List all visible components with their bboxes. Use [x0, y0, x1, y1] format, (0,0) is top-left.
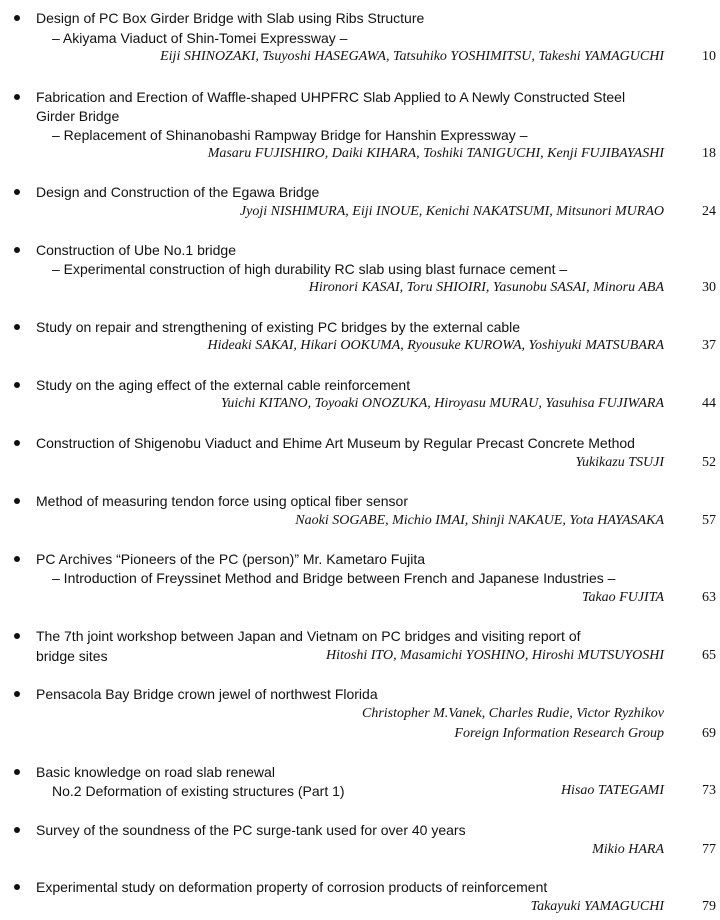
entry-page: 79 [702, 899, 716, 914]
entry-authors: Jyoji NISHIMURA, Eiji INOUE, Kenichi NAKATSUMI, Mitsunori MURAO [239, 204, 664, 219]
entry-page: 24 [702, 204, 716, 219]
entry-page: 73 [702, 783, 716, 798]
bullet-icon [14, 247, 20, 253]
entry-title: Pensacola Bay Bridge crown jewel of northwest Florida [36, 686, 378, 702]
entry-authors-group: Foreign Information Research Group [454, 726, 664, 741]
bullet-icon [14, 94, 20, 100]
entry-subtitle: No.2 Deformation of existing structures (Part 1) [52, 783, 345, 799]
entry-title: Study on the aging effect of the external cable reinforcement [36, 377, 411, 393]
entry-title: Basic knowledge on road slab renewal [36, 764, 275, 780]
entry-title: Method of measuring tendon force using optical fiber sensor [36, 493, 408, 509]
entry-page: 65 [702, 648, 716, 663]
entry-page: 30 [702, 280, 716, 295]
entry-page: 10 [702, 49, 716, 64]
entry-subtitle: – Akiyama Viaduct of Shin-Tomei Expressway – [52, 30, 348, 46]
entry-authors: Christopher M.Vanek, Charles Rudie, Victor Ryzhikov [362, 706, 664, 721]
entry-title: Design of PC Box Girder Bridge with Slab using Ribs Structure [36, 10, 425, 26]
entry-authors: Masaru FUJISHIRO, Daiki KIHARA, Toshiki TANIGUCHI, Kenji FUJIBAYASHI [207, 146, 664, 161]
bullet-icon [14, 382, 20, 388]
bullet-icon [14, 15, 20, 21]
entry-page: 69 [702, 726, 716, 741]
entry-subtitle: – Replacement of Shinanobashi Rampway Bridge for Hanshin Expressway – [52, 127, 528, 143]
entry-page: 52 [702, 455, 716, 470]
entry-authors: Hideaki SAKAI, Hikari OOKUMA, Ryousuke KUROWA, Yoshiyuki MATSUBARA [207, 338, 664, 353]
entry-authors: Hisao TATEGAMI [560, 783, 664, 798]
entry-title: Construction of Shigenobu Viaduct and Ehime Art Museum by Regular Precast Concrete Method [36, 435, 635, 451]
bullet-icon [14, 324, 20, 330]
bullet-icon [14, 189, 20, 195]
entry-page: 57 [702, 513, 716, 528]
entry-authors: Eiji SHINOZAKI, Tsuyoshi HASEGAWA, Tatsuhiko YOSHIMITSU, Takeshi YAMAGUCHI [160, 49, 664, 64]
bullet-icon [14, 440, 20, 446]
entry-page: 37 [702, 338, 716, 353]
entry-title: Survey of the soundness of the PC surge-tank used for over 40 years [36, 822, 466, 838]
entry-page: 63 [702, 590, 716, 605]
entry-authors: Naoki SOGABE, Michio IMAI, Shinji NAKAUE, Yota HAYASAKA [295, 513, 664, 528]
entry-authors: Yuichi KITANO, Toyoaki ONOZUKA, Hiroyasu MURAU, Yasuhisa FUJIWARA [220, 396, 664, 411]
bullet-icon [14, 498, 20, 504]
bullet-icon [14, 884, 20, 890]
entry-page: 77 [702, 842, 716, 857]
entry-title: Experimental study on deformation property of corrosion products of reinforcement [36, 879, 548, 895]
entry-title: PC Archives “Pioneers of the PC (person)” Mr. Kametaro Fujita [36, 551, 426, 567]
entry-authors: Yukikazu TSUJI [575, 455, 664, 470]
entry-subtitle: – Introduction of Freyssinet Method and Bridge between French and Japanese Industries – [52, 570, 616, 586]
entry-title: The 7th joint workshop between Japan and Vietnam on PC bridges and visiting report of [36, 628, 581, 644]
entry-page: 18 [702, 146, 716, 161]
entry-title: Construction of Ube No.1 bridge [36, 242, 236, 258]
entry-title-cont: Girder Bridge [36, 108, 120, 124]
bullet-icon [14, 556, 20, 562]
bullet-icon [14, 827, 20, 833]
entry-authors: Takao FUJITA [581, 590, 664, 605]
bullet-icon [14, 691, 20, 697]
entry-subtitle: – Experimental construction of high durability RC slab using blast furnace cement – [52, 261, 568, 277]
bullet-icon [14, 633, 20, 639]
entry-authors: Hitoshi ITO, Masamichi YOSHINO, Hiroshi MUTSUYOSHI [326, 648, 664, 663]
entry-authors: Mikio HARA [592, 842, 664, 857]
entry-title-cont: bridge sites [36, 648, 108, 664]
entry-title: Design and Construction of the Egawa Bridge [36, 184, 320, 200]
entry-authors: Takayuki YAMAGUCHI [530, 899, 664, 914]
bullet-icon [14, 769, 20, 775]
entry-title: Fabrication and Erection of Waffle-shaped UHPFRC Slab Applied to A Newly Constructed Steel [36, 89, 626, 105]
entry-authors: Hironori KASAI, Toru SHIOIRI, Yasunobu SASAI, Minoru ABA [308, 280, 664, 295]
entry-page: 44 [702, 396, 716, 411]
entry-title: Study on repair and strengthening of existing PC bridges by the external cable [36, 319, 521, 335]
